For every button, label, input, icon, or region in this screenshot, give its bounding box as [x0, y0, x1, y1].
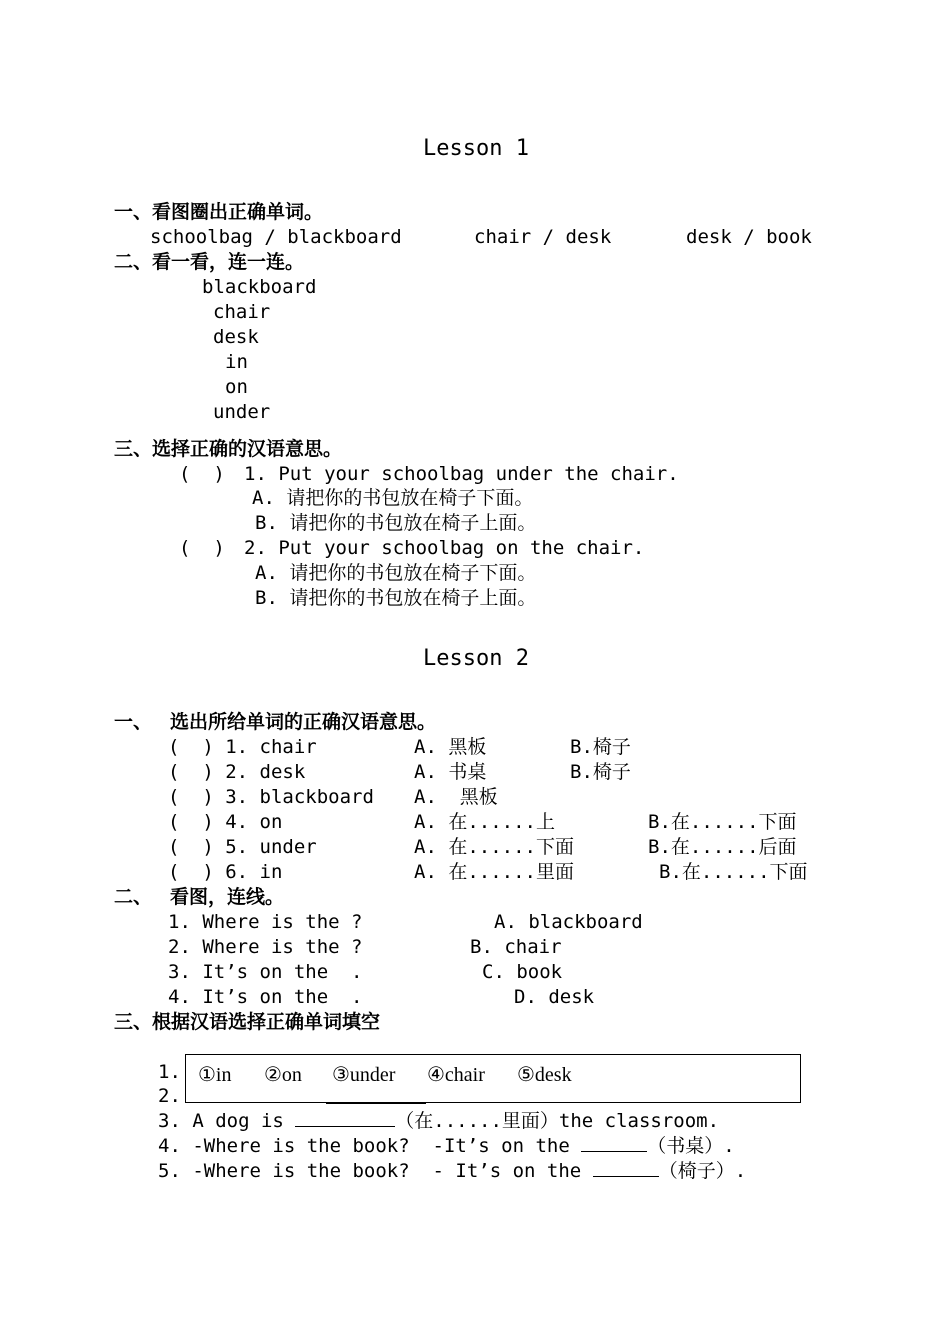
match-question: 3. It’s on the . [168, 961, 363, 983]
question-text: 2. Put your schoolbag on the chair. [244, 537, 645, 559]
fill-line-5 [158, 1159, 746, 1183]
vocab-question: ( ) 3. blackboard [168, 786, 374, 808]
match-question: 2. Where is the ? [168, 936, 363, 958]
word-option: ⑤desk [517, 1064, 572, 1086]
vocab-option-b: B.在......下面 [648, 811, 797, 833]
fill-line-2: 2. [158, 1085, 181, 1107]
match-word: on [225, 376, 248, 398]
vocab-option-a: A. 在......上 [414, 811, 555, 833]
lesson2-section1-heading: 选出所给单词的正确汉语意思。 [170, 711, 437, 733]
fill-line-5-prefix: 5. -Where is the book? - It’s on the [158, 1160, 593, 1182]
vocab-question: ( ) 1. chair [168, 736, 317, 758]
vocab-option-a: A. 书桌 [414, 761, 487, 783]
vocab-option-b: B.椅子 [570, 761, 631, 783]
match-word: in [225, 351, 248, 373]
vocab-option-a: A. 黑板 [414, 736, 487, 758]
vocab-question: ( ) 4. on [168, 811, 283, 833]
lesson2-section2-heading: 看图，连线。 [170, 886, 285, 908]
option-a: A. 请把你的书包放在椅子下面。 [252, 487, 534, 509]
lesson1-section1-heading: 一、看图圈出正确单词。 [114, 201, 324, 223]
match-word: under [213, 401, 271, 423]
vocab-question: ( ) 2. desk [168, 761, 306, 783]
vocab-question: ( ) 5. under [168, 836, 317, 858]
word-pair-3: desk / book [686, 226, 812, 248]
fill-line-1: 1. [158, 1061, 181, 1083]
fill-line-4 [158, 1134, 735, 1158]
word-pair-1: schoolbag / blackboard [150, 226, 402, 248]
match-question: 1. Where is the ? [168, 911, 363, 933]
fill-line-3 [158, 1109, 719, 1133]
option-a: A. 请把你的书包放在椅子下面。 [255, 562, 537, 584]
lesson1-title: Lesson 1 [423, 136, 529, 161]
lesson1-section3-heading: 三、选择正确的汉语意思。 [114, 438, 343, 460]
answer-blank[interactable] [593, 1174, 659, 1177]
fill-line-3-suffix: （在......里面）the classroom. [395, 1110, 720, 1132]
match-answer: A. blackboard [494, 911, 643, 933]
question-text: 1. Put your schoolbag under the chair. [244, 463, 679, 485]
word-option: ①in [198, 1064, 232, 1086]
word-option: ②on [264, 1064, 302, 1086]
vocab-option-a: A. 在......里面 [414, 861, 574, 883]
answer-blank[interactable] [295, 1124, 395, 1127]
word-bank-box [185, 1054, 801, 1103]
match-word: desk [213, 326, 259, 348]
fill-line-5-suffix: （椅子）. [658, 1160, 747, 1182]
match-question: 4. It’s on the . [168, 986, 363, 1008]
vocab-option-a: A. 在......下面 [414, 836, 574, 858]
vocab-option-b: B.在......下面 [659, 861, 808, 883]
lesson2-section1-number: 一、 [114, 711, 153, 733]
option-b: B. 请把你的书包放在椅子上面。 [255, 587, 537, 609]
match-answer: D. desk [514, 986, 595, 1008]
word-pair-2: chair / desk [474, 226, 612, 248]
fill-line-3-prefix: 3. A dog is [158, 1110, 296, 1132]
match-answer: C. book [482, 961, 563, 983]
answer-paren: ( ) [179, 463, 225, 485]
match-word: chair [213, 301, 271, 323]
answer-blank-line [326, 1103, 426, 1104]
vocab-option-b: B.在......后面 [648, 836, 797, 858]
lesson2-section3-heading: 三、根据汉语选择正确单词填空 [114, 1011, 381, 1033]
match-word: blackboard [202, 276, 317, 298]
vocab-option-b: B.椅子 [570, 736, 631, 758]
option-b: B. 请把你的书包放在椅子上面。 [255, 512, 537, 534]
match-answer: B. chair [470, 936, 562, 958]
vocab-option-a: A. 黑板 [414, 786, 498, 808]
word-option: ③under [332, 1064, 396, 1086]
word-option: ④chair [427, 1064, 485, 1086]
answer-blank[interactable] [581, 1149, 647, 1152]
answer-paren: ( ) [179, 537, 225, 559]
fill-line-4-suffix: （书桌）. [647, 1135, 735, 1157]
fill-line-4-prefix: 4. -Where is the book? -It’s on the [158, 1135, 582, 1157]
lesson2-section2-number: 二、 [114, 886, 153, 908]
vocab-question: ( ) 6. in [168, 861, 283, 883]
lesson2-title: Lesson 2 [423, 646, 529, 671]
lesson1-section2-heading: 二、看一看，连一连。 [114, 251, 305, 273]
